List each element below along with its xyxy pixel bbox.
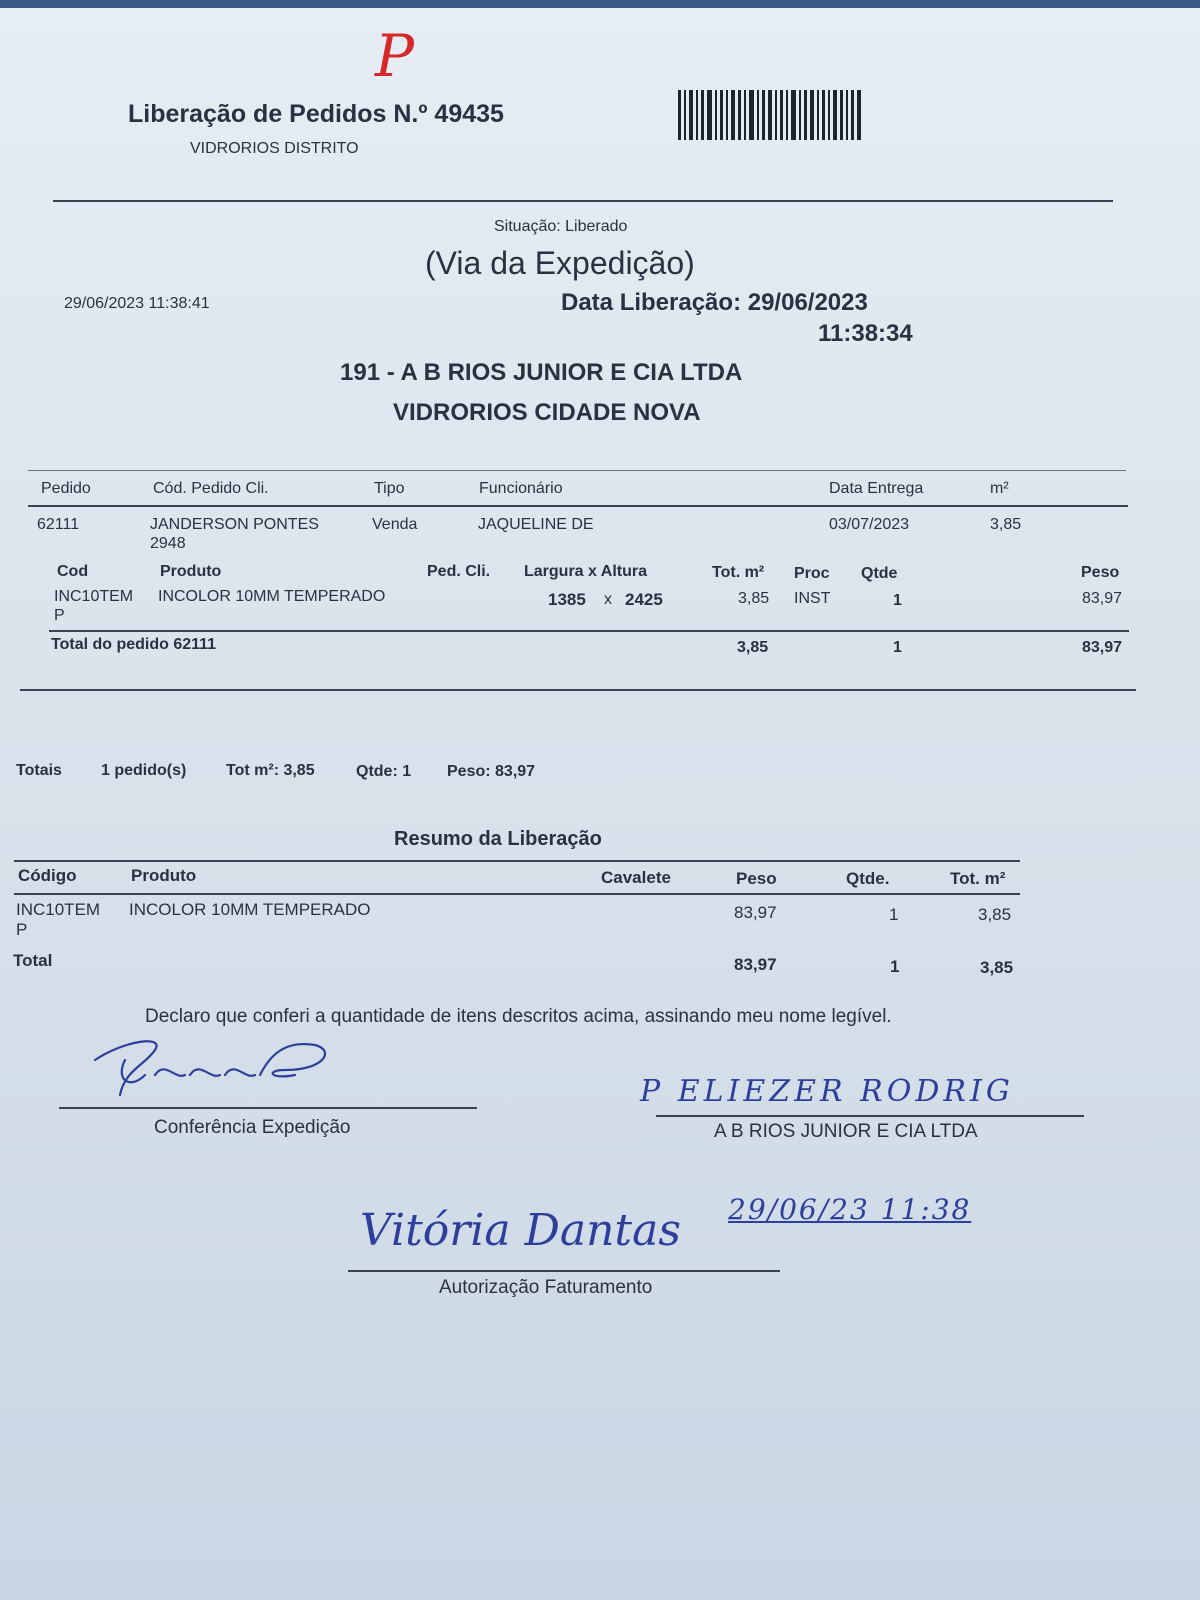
summary-header-cavalete: Cavalete <box>601 868 671 887</box>
order-delivery-date: 03/07/2023 <box>829 516 910 533</box>
col-header-m2: m² <box>990 480 1009 497</box>
order-top-rule <box>28 470 1126 471</box>
order-m2: 3,85 <box>990 516 1022 533</box>
item-height: 2425 <box>625 590 663 609</box>
handwritten-date: 29/06/23 11:38 <box>728 1193 972 1226</box>
totals-m2: Tot m²: 3,85 <box>226 762 315 779</box>
expedicao-signature-line <box>59 1107 477 1109</box>
col-header-pedido: Pedido <box>41 480 91 497</box>
item-header-cod: Cod <box>57 563 89 580</box>
page-title: Liberação de Pedidos N.º 49435 <box>128 100 504 128</box>
item-tot-m2: 3,85 <box>738 590 770 607</box>
order-total-weight: 83,97 <box>1082 639 1123 656</box>
summary-qtde: 1 <box>889 905 899 924</box>
order-bottom-rule <box>20 689 1136 691</box>
item-header-produto: Produto <box>160 563 222 580</box>
authorization-signature-line <box>348 1270 780 1272</box>
summary-total-qtde: 1 <box>890 957 900 976</box>
item-weight: 83,97 <box>1082 590 1123 607</box>
summary-product: INCOLOR 10MM TEMPERADO <box>129 900 371 919</box>
red-mark: P <box>375 22 415 90</box>
declaration-text: Declaro que conferi a quantidade de itens descritos acima, assinando meu nome legível. <box>145 1006 892 1027</box>
summary-title: Resumo da Liberação <box>394 828 602 850</box>
item-header-proc: Proc <box>794 565 830 582</box>
order-total-m2: 3,85 <box>737 639 769 656</box>
item-code-1: INC10TEM <box>54 588 134 605</box>
order-client-code-1: JANDERSON PONTES <box>150 516 319 533</box>
summary-header-tot-m2: Tot. m² <box>950 869 1006 888</box>
totals-label: Totais <box>16 762 62 779</box>
summary-code-2: P <box>16 920 28 939</box>
release-date: Data Liberação: 29/06/2023 <box>561 289 868 316</box>
summary-total-m2: 3,85 <box>980 958 1014 977</box>
summary-header-qtde: Qtde. <box>846 869 890 888</box>
release-time: 11:38:34 <box>818 320 913 347</box>
item-header-largura-altura: Largura x Altura <box>524 563 647 580</box>
totals-weight: Peso: 83,97 <box>447 763 536 780</box>
col-header-cod-pedido-cli: Cód. Pedido Cli. <box>153 480 269 497</box>
authorization-signature: Vitória Dantas <box>360 1205 681 1256</box>
item-product: INCOLOR 10MM TEMPERADO <box>158 588 386 605</box>
col-header-tipo: Tipo <box>374 480 405 497</box>
barcode <box>678 90 864 140</box>
header-divider <box>53 200 1113 202</box>
summary-header-peso: Peso <box>736 869 777 888</box>
order-total-qtde: 1 <box>893 639 902 656</box>
item-code-2: P <box>54 607 65 624</box>
expedicao-signature <box>85 1020 345 1110</box>
item-header-peso: Peso <box>1081 564 1120 581</box>
totals-qtde: Qtde: 1 <box>356 763 412 780</box>
copy-title: (Via da Expedição) <box>425 245 695 281</box>
summary-code-1: INC10TEM <box>16 900 101 919</box>
col-header-funcionario: Funcionário <box>479 480 563 497</box>
item-header-ped-cli: Ped. Cli. <box>427 563 491 580</box>
order-header-rule <box>28 505 1128 507</box>
status-text: Situação: Liberado <box>494 218 628 235</box>
summary-header-codigo: Código <box>18 866 77 885</box>
expedicao-label: Conferência Expedição <box>154 1117 351 1138</box>
summary-weight: 83,97 <box>734 903 777 922</box>
top-edge <box>0 0 1200 8</box>
item-x: x <box>604 591 612 608</box>
order-number: 62111 <box>37 516 80 533</box>
item-header-tot-m2: Tot. m² <box>712 564 765 581</box>
order-total-rule <box>49 630 1129 632</box>
client-branch: VIDRORIOS CIDADE NOVA <box>393 399 701 426</box>
item-header-qtde: Qtde <box>861 565 898 582</box>
company-signature-line <box>656 1115 1084 1117</box>
client-name: 191 - A B RIOS JUNIOR E CIA LTDA <box>340 359 743 386</box>
branch-name: VIDRORIOS DISTRITO <box>190 140 359 157</box>
item-proc: INST <box>794 590 831 607</box>
summary-total-weight: 83,97 <box>734 955 777 974</box>
item-width: 1385 <box>548 590 586 609</box>
order-client-code-2: 2948 <box>150 535 186 552</box>
summary-header-rule <box>14 893 1020 895</box>
summary-top-rule <box>14 860 1020 862</box>
printed-timestamp: 29/06/2023 11:38:41 <box>64 295 210 312</box>
company-signer-handwriting: P ELIEZER RODRIG <box>640 1074 1014 1109</box>
order-employee: JAQUELINE DE <box>478 516 594 533</box>
item-qtde: 1 <box>893 592 902 609</box>
totals-orders: 1 pedido(s) <box>101 762 187 779</box>
company-label: A B RIOS JUNIOR E CIA LTDA <box>714 1121 978 1142</box>
order-total-label: Total do pedido 62111 <box>51 636 217 653</box>
order-type: Venda <box>372 516 418 533</box>
authorization-label: Autorização Faturamento <box>439 1277 653 1298</box>
summary-m2: 3,85 <box>978 905 1012 924</box>
col-header-data-entrega: Data Entrega <box>829 480 924 497</box>
summary-header-produto: Produto <box>131 866 197 885</box>
summary-total-label: Total <box>13 951 53 970</box>
